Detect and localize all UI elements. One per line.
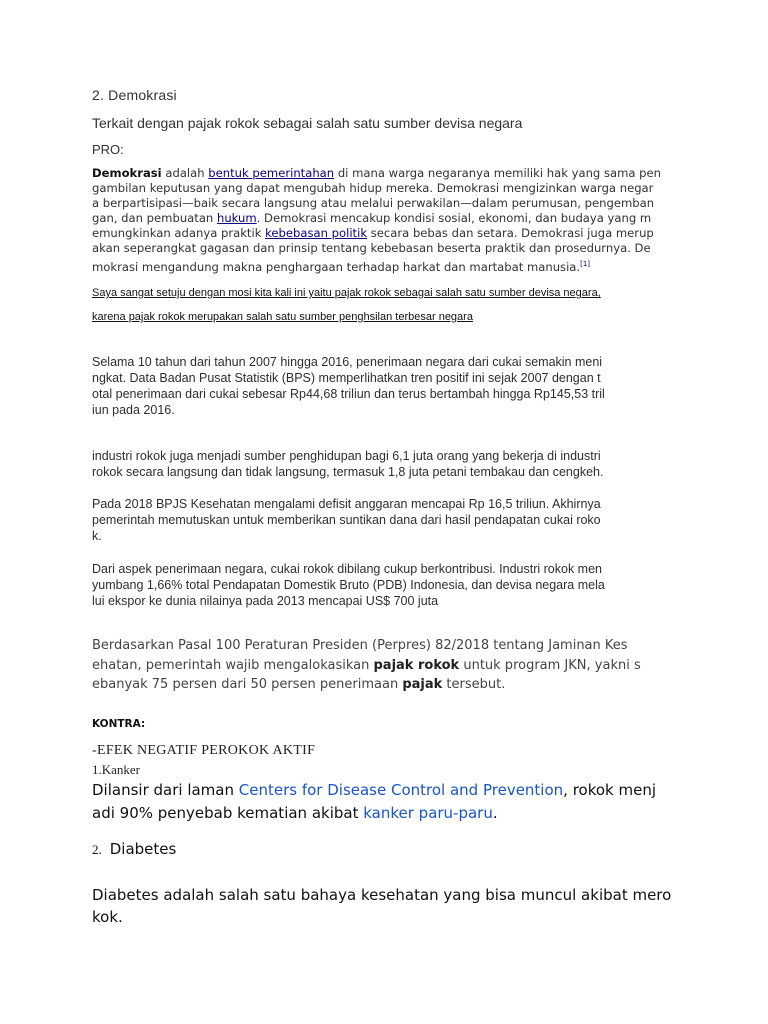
paragraph-line	[92, 779, 680, 802]
paragraph-line: otal penerimaan dari cukai sebesar Rp44,68 triliun dan terus bertambah hingga Rp145,53 tril	[92, 387, 605, 401]
efek-heading: -EFEK NEGATIF PEROKOK AKTIF	[92, 743, 316, 758]
paragraph-line: kok.	[92, 908, 123, 926]
paragraph-text: , rokok menj	[563, 781, 657, 799]
paragraph-perpres	[92, 636, 680, 695]
demokrasi-line-4	[92, 211, 680, 226]
paragraph-line: industri rokok juga menjadi sumber penghidupan bagi 6,1 juta orang yang bekerja di industri	[92, 449, 601, 463]
paragraph-cukai-revenue	[92, 354, 680, 418]
paragraph-industri-rokok	[92, 448, 680, 480]
link-cdc[interactable]: Centers for Disease Control and Prevention	[238, 781, 564, 799]
paragraph-bpjs	[92, 496, 680, 544]
demokrasi-line-1	[92, 166, 680, 181]
link-bentuk-pemerintahan[interactable]: bentuk pemerintahan	[208, 166, 335, 180]
paragraph-line: pemerintah memutuskan untuk memberikan suntikan dana dari hasil pendapatan cukai roko	[92, 513, 601, 527]
paragraph-line	[92, 675, 680, 695]
kontra-label: KONTRA:	[92, 718, 146, 730]
paragraph-text: tersebut.	[442, 677, 506, 692]
intro-text: Terkait dengan pajak rokok sebagai salah satu sumber devisa negara	[92, 115, 523, 131]
paragraph-line: Pada 2018 BPJS Kesehatan mengalami defisit anggaran mencapai Rp 16,5 triliun. Akhirnya	[92, 497, 601, 511]
demokrasi-text: di mana warga negaranya memiliki hak yang sama pen	[334, 166, 662, 180]
demokrasi-line-7	[92, 257, 680, 275]
section-heading: 2. Demokrasi	[92, 87, 177, 103]
paragraph-line: k.	[92, 529, 102, 543]
paragraph-line: Selama 10 tahun dari tahun 2007 hingga 2016, penerimaan negara dari cukai semakin meni	[92, 355, 603, 369]
paragraph-line: lui ekspor ke dunia nilainya pada 2013 mencapai US$ 700 juta	[92, 594, 439, 608]
agree-statement-line-1: Saya sangat setuju dengan mosi kita kali ini yaitu pajak rokok sebagai salah satu sumber devisa negara,	[92, 287, 601, 299]
demokrasi-text: secara bebas dan setara. Demokrasi juga merup	[367, 226, 654, 241]
paragraph-line	[92, 656, 680, 676]
kanker-paragraph	[92, 779, 680, 825]
paragraph-text: adi 90% penyebab kematian akibat	[92, 804, 359, 822]
paragraph-line: yumbang 1,66% total Pendapatan Domestik Bruto (PDB) Indonesia, dan devisa negara mela	[92, 578, 605, 592]
paragraph-line	[92, 802, 680, 825]
link-kanker-paru[interactable]: kanker paru-paru	[358, 804, 493, 822]
bold-pajak-rokok: pajak rokok	[373, 657, 460, 673]
diabetes-paragraph	[92, 884, 680, 928]
paragraph-line: Diabetes adalah salah satu bahaya kesehatan yang bisa muncul akibat mero	[92, 886, 672, 904]
link-kebebasan-politik[interactable]: kebebasan politik	[265, 226, 368, 241]
demokrasi-line-3: a berpartisipasi—baik secara langsung atau melalui perwakilan—dalam perumusan, pengemban	[92, 196, 655, 211]
paragraph-line: Berdasarkan Pasal 100 Peraturan Presiden (Perpres) 82/2018 tentang Jaminan Kes	[92, 638, 628, 653]
agree-statement-line-2: karena pajak rokok merupakan salah satu sumber penghsilan terbesar negara	[92, 311, 473, 323]
heading-number: 2.	[92, 842, 102, 857]
demokrasi-line-2: gambilan keputusan yang dapat mengubah hidup mereka. Demokrasi mengizinkan warga negar	[92, 181, 654, 196]
paragraph-line: rokok secara langsung dan tidak langsung, termasuk 1,8 juta petani tembakau dan cengkeh.	[92, 465, 604, 479]
demokrasi-line-6: akan seperangkat gagasan dan prinsip tentang kebebasan beserta praktik dan prosedurnya. De	[92, 241, 651, 256]
paragraph-text: ebanyak 75 persen dari 50 persen penerimaan	[92, 677, 403, 692]
bold-pajak: pajak	[402, 677, 443, 692]
pro-label: PRO:	[92, 142, 124, 157]
paragraph-line: Dari aspek penerimaan negara, cukai rokok dibilang cukup berkontribusi. Industri rokok men	[92, 562, 602, 576]
demokrasi-line-5	[92, 226, 680, 241]
heading-title: Diabetes	[109, 840, 177, 858]
kanker-heading: 1.Kanker	[92, 762, 141, 777]
demokrasi-paragraph	[92, 166, 680, 275]
demokrasi-text: adalah	[161, 166, 209, 180]
link-hukum[interactable]: hukum	[216, 211, 257, 226]
paragraph-text: .	[492, 804, 498, 822]
demokrasi-text: . Demokrasi mencakup kondisi sosial, ekonomi, dan budaya yang m	[256, 211, 652, 226]
paragraph-text: Dilansir dari laman	[92, 781, 239, 799]
paragraph-pdb	[92, 561, 680, 609]
diabetes-heading	[92, 840, 680, 858]
paragraph-line: iun pada 2016.	[92, 403, 175, 417]
paragraph-line: ngkat. Data Badan Pusat Statistik (BPS) memperlihatkan tren positif ini sejak 2007 dengan t	[92, 371, 601, 385]
demokrasi-term: Demokrasi	[92, 166, 162, 180]
demokrasi-text: mokrasi mengandung makna penghargaan terhadap harkat dan martabat manusia.	[92, 259, 581, 274]
paragraph-text: untuk program JKN, yakni s	[459, 657, 641, 673]
demokrasi-text: emungkinkan adanya praktik	[92, 226, 266, 241]
reference-link[interactable]: [1]	[580, 259, 591, 268]
demokrasi-text: gan, dan pembuatan	[92, 211, 217, 226]
paragraph-text: ehatan, pemerintah wajib mengalokasikan	[92, 657, 374, 673]
